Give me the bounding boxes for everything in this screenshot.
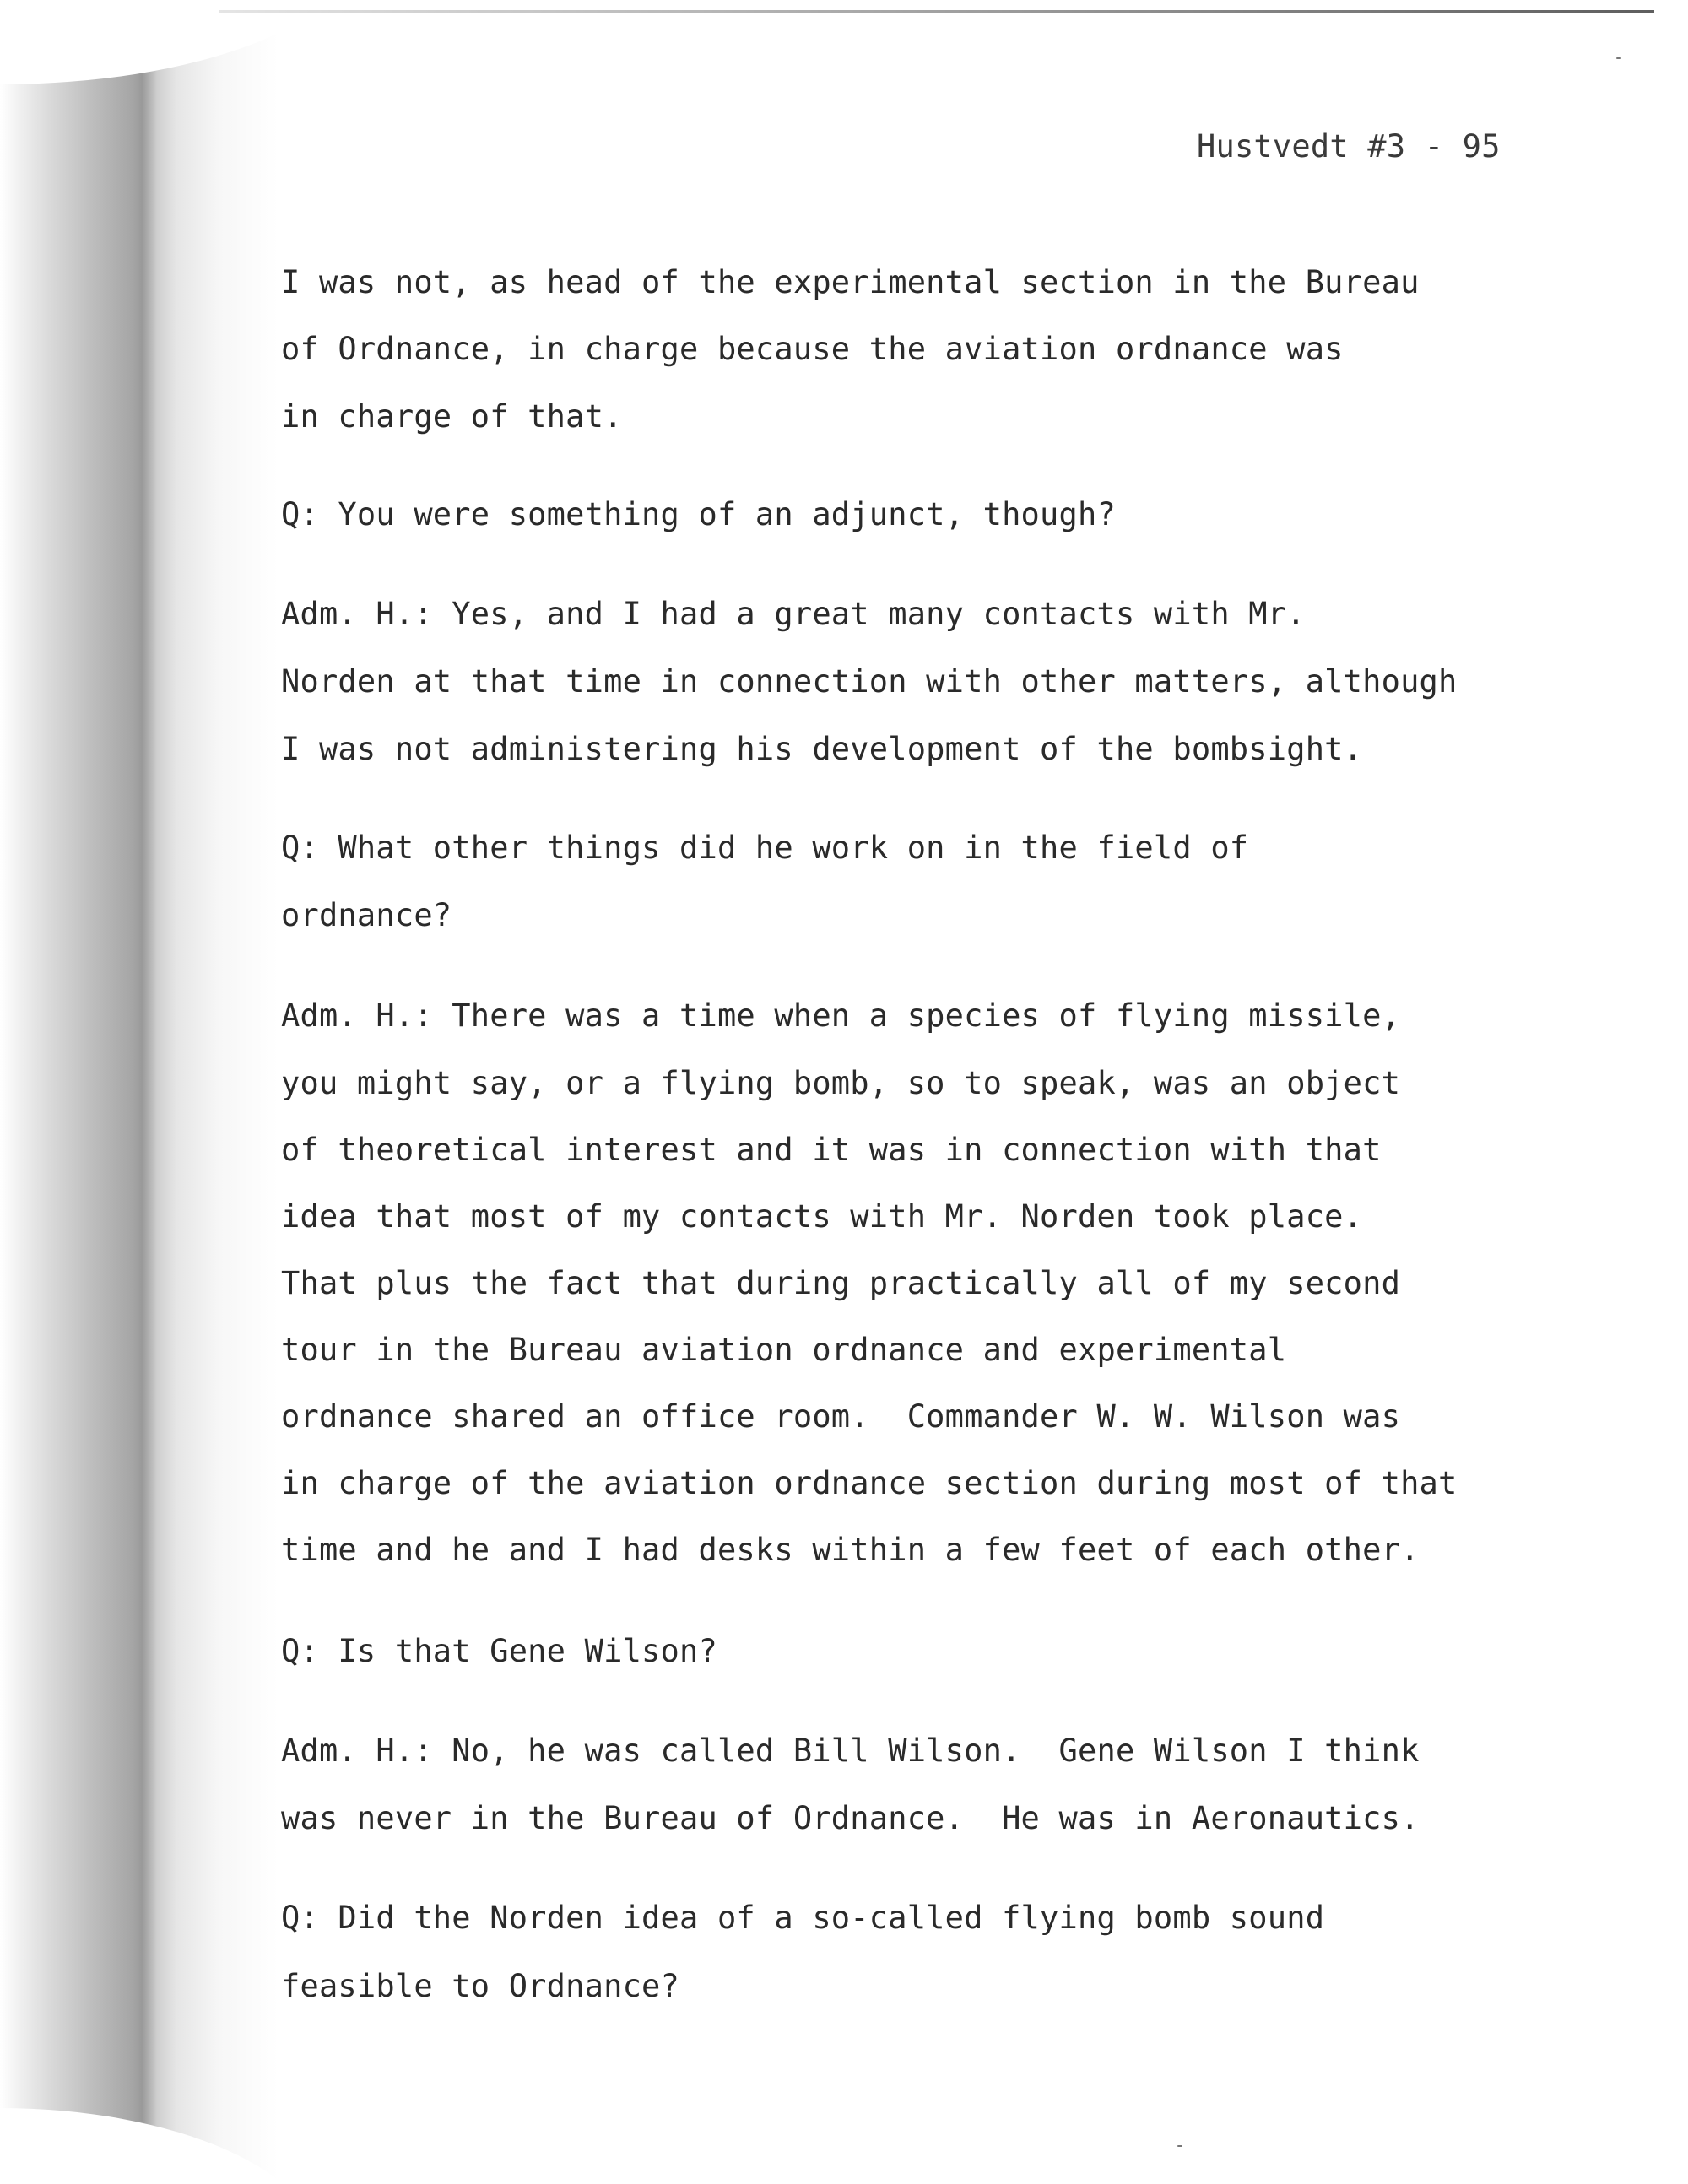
body-line: was never in the Bureau of Ordnance. He was in Aeronautics. [281, 1800, 1420, 1836]
body-line: in charge of that. [281, 398, 623, 435]
body-line: Adm. H.: No, he was called Bill Wilson. Gene Wilson I think [281, 1733, 1420, 1769]
page-top-edge [219, 10, 1654, 13]
body-line: time and he and I had desks within a few feet of each other. [281, 1532, 1420, 1568]
body-line: Q: What other things did he work on in the field of [281, 830, 1249, 866]
body-line: That plus the fact that during practically all of my second [281, 1265, 1401, 1301]
body-line: I was not administering his development of the bombsight. [281, 731, 1363, 767]
binding-crease [127, 0, 157, 2184]
body-line: idea that most of my contacts with Mr. Norden took place. [281, 1198, 1363, 1235]
body-line: ordnance shared an office room. Commander W. W. Wilson was [281, 1398, 1401, 1435]
body-line: you might say, or a flying bomb, so to speak, was an object [281, 1065, 1401, 1101]
scan-speck [1616, 57, 1621, 59]
body-line: in charge of the aviation ordnance section during most of that [281, 1465, 1458, 1501]
body-line: I was not, as head of the experimental section in the Bureau [281, 264, 1420, 300]
page-header: Hustvedt #3 - 95 [1197, 128, 1501, 165]
body-line: of theoretical interest and it was in connection with that [281, 1132, 1382, 1168]
body-line: Norden at that time in connection with other matters, although [281, 663, 1458, 700]
body-line: feasible to Ordnance? [281, 1968, 679, 2004]
body-line: of Ordnance, in charge because the aviation ordnance was [281, 331, 1344, 367]
body-line: Q: Is that Gene Wilson? [281, 1633, 717, 1669]
scan-speck [1177, 2145, 1182, 2147]
body-line: Q: You were something of an adjunct, though? [281, 496, 1116, 532]
body-line: Q: Did the Norden idea of a so-called flying bomb sound [281, 1900, 1325, 1936]
body-line: ordnance? [281, 897, 452, 933]
body-line: Adm. H.: Yes, and I had a great many contacts with Mr. [281, 596, 1306, 632]
body-line: tour in the Bureau aviation ordnance and experimental [281, 1332, 1287, 1368]
body-line: Adm. H.: There was a time when a species of flying missile, [281, 997, 1401, 1034]
